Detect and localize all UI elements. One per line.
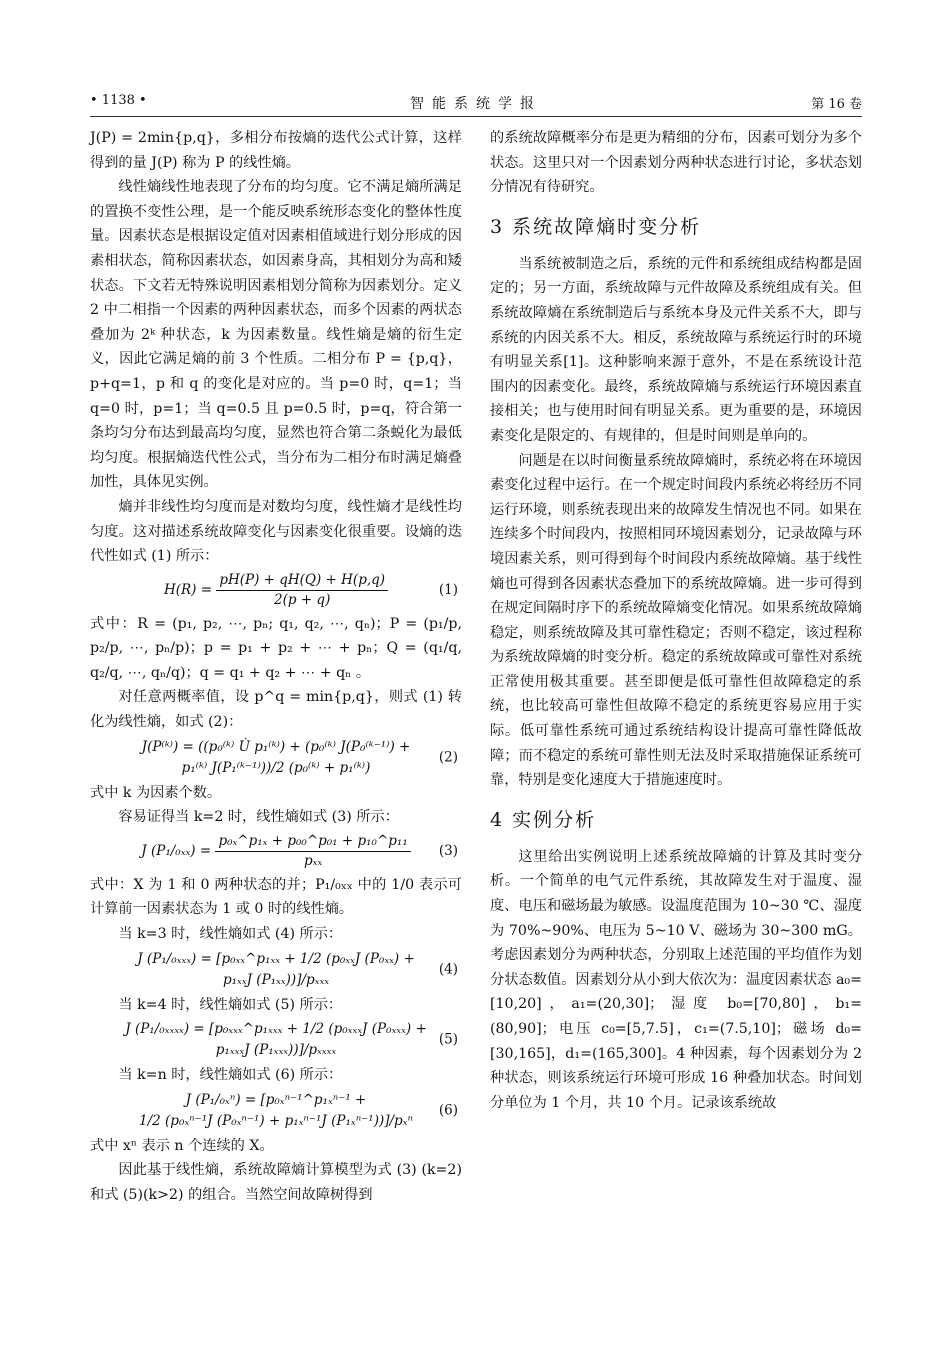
paragraph: 当 k=n 时，线性熵如式 (6) 所示： <box>118 1067 343 1084</box>
paragraph: 的系统故障概率分布是更为精细的分布，因素可划分为多个状态。这里只对一个因素划分两种状态进行讨论，多状态划分情况有待研究。 <box>490 130 862 196</box>
paragraph: 当系统被制造之后，系统的元件和系统组成结构都是固定的；另一方面，系统故障与元件故障及系统组成有关。但系统故障熵在系统制造后与系统本身及元件关系不大，即与系统的内因关系不大。相反，系统故障与系统运行时的环境有明显关系[1]。这种影响来源于意外，不是在系统设计范围内的因素变化。最终，系统故障熵与系统运行环境因素直接相关；也与使用时间有明显关系。更为重要的是，环境因素变化是限定的、有规律的，但是时间则是单向的。 <box>490 255 862 444</box>
section-heading-3: 3 系统故障熵时变分析 <box>490 215 702 238</box>
equation-number: (6) <box>438 1102 458 1119</box>
equation-2: J(P⁽ᵏ⁾) = ((p₀⁽ᵏ⁾ Ù p₁⁽ᵏ⁾) + (p₀⁽ᵏ⁾ J(P₀⁽ᵏ⁻¹⁾) + p₁⁽ᵏ⁾ J(P₁⁽ᵏ⁻¹⁾))/2 (p₀⁽ᵏ⁾ + p₁⁽ᵏ⁾) (2) <box>141 738 458 776</box>
equation-number: (3) <box>438 843 458 860</box>
section-heading-4: 4 实例分析 <box>490 808 597 831</box>
equation-6: J (P₁/₀ₓⁿ) = [p₀ₓⁿ⁻¹^p₁ₓⁿ⁻¹ + 1/2 (p₀ₓⁿ⁻¹J (P₀ₓⁿ⁻¹) + p₁ₓⁿ⁻¹J (P₁ₓⁿ⁻¹))]/pₓⁿ (6) <box>139 1091 458 1129</box>
equation-number: (2) <box>438 749 458 766</box>
paragraph: 当 k=4 时，线性熵如式 (5) 所示： <box>118 996 343 1013</box>
paragraph: 式中：R = (p₁, p₂, ⋯, pₙ; q₁, q₂, ⋯, qₙ)；P = (p₁/p, p₂/p, ⋯, pₙ/p)；p = p₁ + p₂ + ⋯ + pₙ；Q = (q₁/q, q₂/q, ⋯, qₙ/q)；q = q₁ + q₂ + ⋯ + qₙ 。 <box>90 615 462 681</box>
paragraph: 线性熵线性地表现了分布的均匀度。它不满足熵所满足的置换不变性公理，是一个能反映系统形态变化的整体性度量。因素状态是根据设定值对因素相值域进行划分形成的因素相状态，简称因素状态，如因素身高，其相划分为高和矮状态。下文若无特殊说明因素相划分简称为因素划分。定义 2 中二相指一个因素的两种因素状态，而多个因素的两状态叠加为 2ᵏ 种状态，k 为因素数量。线性熵是熵的衍生定义，因此它满足熵的前 3 个性质。二相分布 P = {p,q}，p+q=1，p 和 q 的变化是对应的。当 p=0 时，q=1；当 q=0 时，p=1；当 q=0.5 且 p=0.5 时，p=q，符合第一条均匀分布达到最高均匀度，显然也符合第二条蜕化为最低均匀度。根据熵迭代性公式，当分布为二相分布时满足熵叠加性，具体见实例。 <box>90 179 462 491</box>
paragraph: 式中：X 为 1 和 0 两种状态的并；P₁/₀ₓₓ 中的 1/0 表示可计算前一因素状态为 1 或 0 时的线性熵。 <box>90 876 462 918</box>
page-header <box>90 93 862 113</box>
equation-number: (1) <box>438 582 458 599</box>
paragraph: 当 k=3 时，线性熵如式 (4) 所示： <box>118 926 343 943</box>
paragraph: 因此基于线性熵，系统故障熵计算模型为式 (3) (k=2) 和式 (5)(k>2) 的组合。当然空间故障树得到 <box>90 1162 462 1203</box>
equation-1: H(R) = $\frac{pH(P) + qH(Q) + H(p,q)}{2(p + q)}$ (1) <box>163 571 458 608</box>
paragraph: 这里给出实例说明上述系统故障熵的计算及其时变分析。一个简单的电气元件系统，其故障发生对于温度、湿度、电压和磁场最为敏感。设温度范围为 10~30 ℃、湿度为 70%~90%、电压为 5~10 V、磁场为 30~300 mG。考虑因素划分为两种状态，分别取上述范围的平均值作为划分状态数值。因素划分从小到大依次为：温度因素状态 a₀=[10,20]，a₁=(20,30]；湿度 b₀=[70,80]，b₁=(80,90]；电压 c₀=[5,7.5]，c₁=(7.5,10]；磁场 d₀=[30,165]，d₁=(165,300]。4 种因素，每个因素划分为 2 种状态，则该系统运行环境可形成 16 种叠加状态。时间划分单位为 1 个月，共 10 个月。记录该系统故 <box>490 848 862 1111</box>
paragraph: J(P) = 2min{p,q}，多相分布按熵的迭代公式计算，这样得到的量 J(P) 称为 P 的线性熵。 <box>90 130 462 171</box>
right-column <box>490 126 862 1115</box>
paragraph: 式中 xⁿ 表示 n 个连续的 X。 <box>90 1137 274 1154</box>
equation-3: J (P₁/₀ₓₓ) = $\frac{\text{p₀ₓ\textasciicircum{}p₁ₓ + p₀₀\textasciicircum{}p₀₁ + p₁₀\textasciicircum{}p₁₁}}{\text{pₓₓ}}$ (3) <box>141 832 458 869</box>
equation-number: (5) <box>438 1031 458 1048</box>
equation-number: (4) <box>438 961 458 978</box>
equation-4: J (P₁/₀ₓₓₓ) = [p₀ₓₓ^p₁ₓₓ + 1/2 (p₀ₓₓJ (P₀ₓₓ) + p₁ₓₓJ (P₁ₓₓ))]/pₓₓₓ (4) <box>137 950 458 988</box>
volume-label: 第 16 卷 <box>811 97 862 112</box>
paragraph: 熵并非线性均匀度而是对数均匀度，线性熵才是线性均匀度。这对描述系统故障变化与因素变化很重要。设熵的迭代性如式 (1) 所示： <box>90 498 462 565</box>
equation-5: J (P₁/₀ₓₓₓₓ) = [p₀ₓₓₓ^p₁ₓₓₓ + 1/2 (p₀ₓₓₓJ (P₀ₓₓₓ) + p₁ₓₓₓJ (P₁ₓₓₓ))]/pₓₓₓₓ (5) <box>125 1021 458 1059</box>
paragraph: 对任意两概率值，设 p^q = min{p,q}，则式 (1) 转化为线性熵，如式 (2)： <box>90 689 462 731</box>
left-column <box>90 126 462 1208</box>
paragraph: 容易证得当 k=2 时，线性熵如式 (3) 所示： <box>118 809 399 826</box>
paragraph: 问题是在以时间衡量系统故障熵时，系统必将在环境因素变化过程中运行。在一个规定时间段内系统必将经历不同运行环境，则系统表现出来的故障发生情况也不同。如果在连续多个时间段内，按照相同环境因素划分，记录故障与环境因素关系，则可得到每个时间段内系统故障熵。基于线性熵也可得到各因素状态叠加下的系统故障熵。进一步可得到在规定间隔时序下的系统故障熵变化情况。如果系统故障熵稳定，则系统故障及其可靠性稳定；否则不稳定，该过程称为系统故障熵的时变分析。稳定的系统故障或可靠性对系统正常使用极其重要。甚至即便是低可靠性但故障稳定的系统，也比较高可靠性但故障不稳定的系统更容易应用于实际。低可靠性系统可通过系统结构设计提高可靠性降低故障；而不稳定的系统可靠性则无法及时采取措施保证系统可靠，特别是变化速度大于措施速度时。 <box>490 452 862 789</box>
header-rule <box>90 116 862 117</box>
page-number: • 1138 • <box>90 93 147 108</box>
paragraph: 式中 k 为因素个数。 <box>90 784 222 801</box>
journal-title: 智能系统学报 <box>410 96 542 112</box>
